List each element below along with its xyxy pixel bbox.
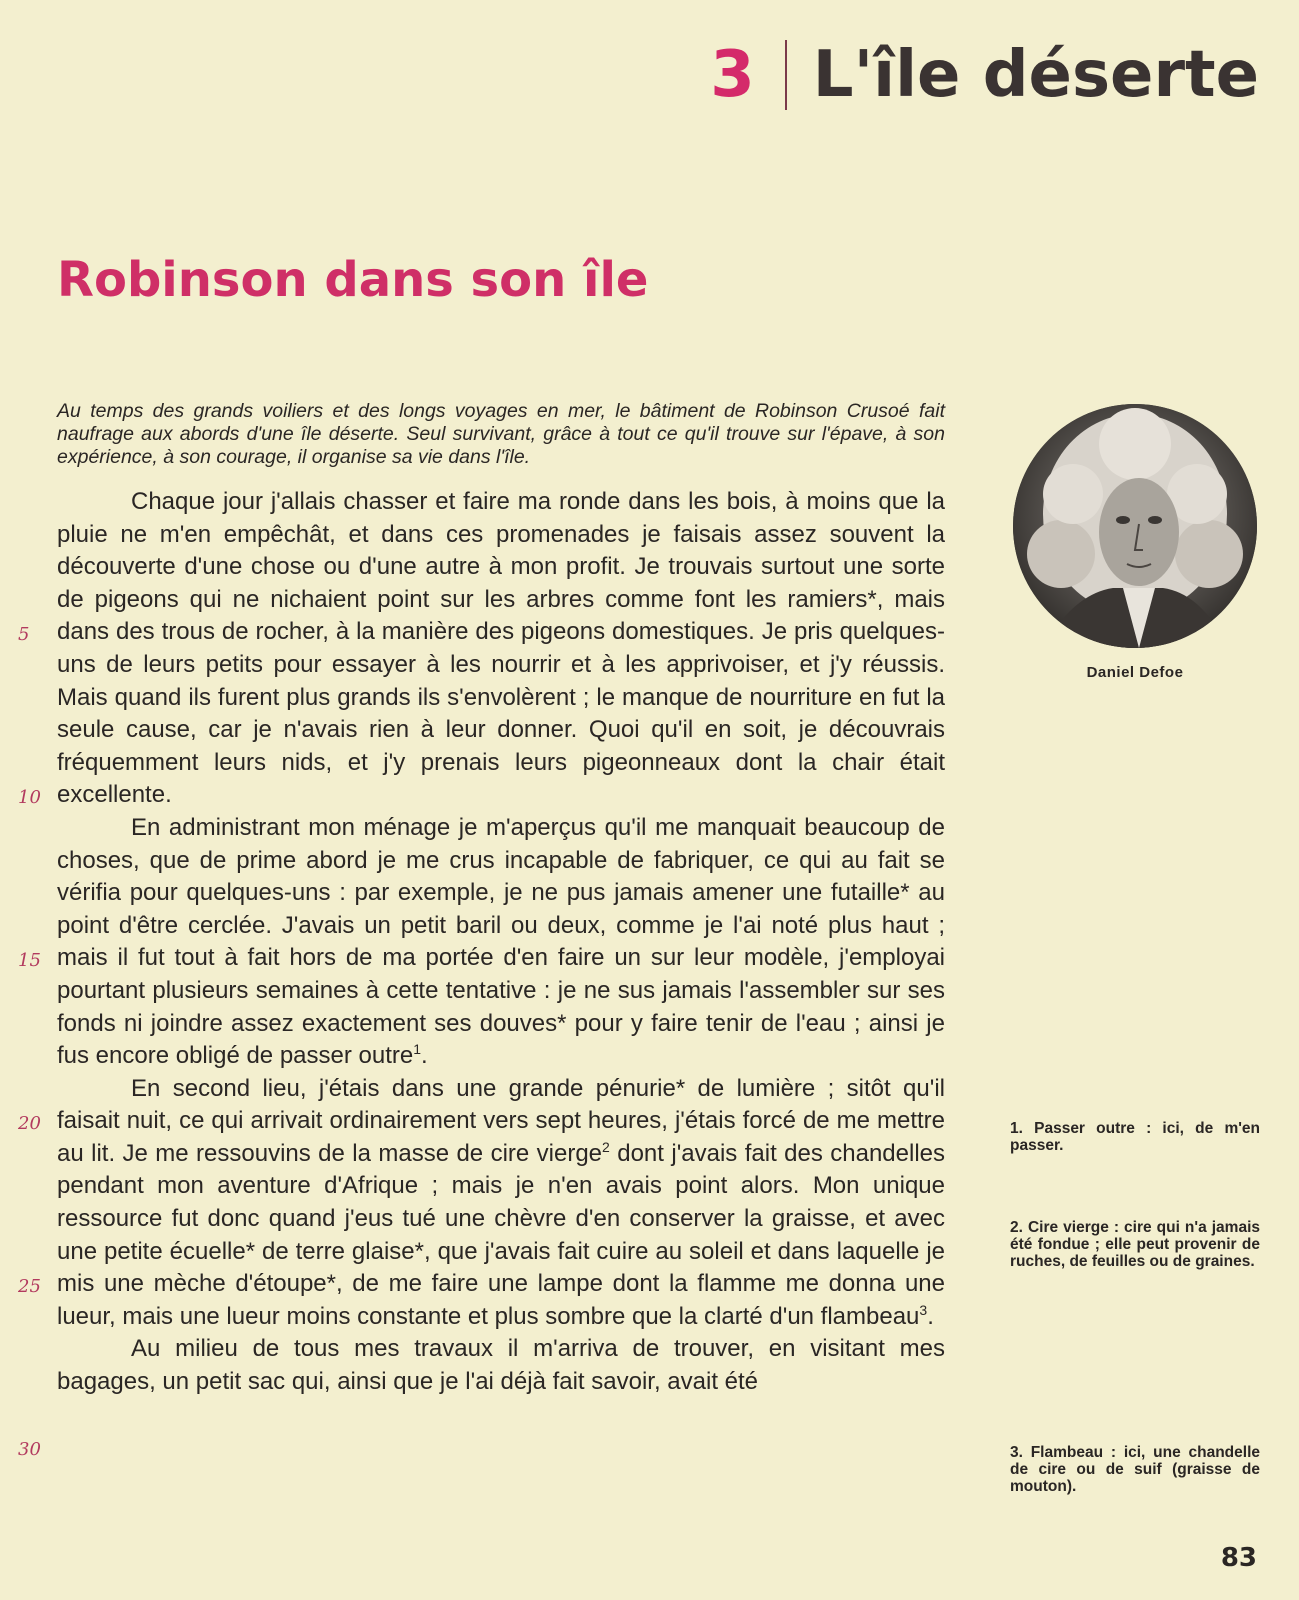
main-text <box>57 486 945 1399</box>
line-number-10: 10 <box>18 787 41 808</box>
paragraph-1-text: Chaque jour j'allais chasser et faire ma ronde dans les bois, à moins que la pluie ne m'en empêchât, et dans ces promenades je faisais assez souvent la découverte d'une chose ou d'une autre à mon profit. Je trouvais surtout une sorte de pigeons qui ne nichaient point sur les arbres comme font les ramiers*, mais dans des trous de rocher, à la manière des pigeons domestiques. Je pris quelques-uns de leurs petits pour essayer à les nourrir et à les apprivoiser, et j'y réussis. Mais quand ils furent plus grands ils s'envolèrent ; le manque de nourriture en fut la seule cause, car je n'avais rien à leur donner. Quoi qu'il en soit, je découvrais fréquemment leurs nids, et j'y prenais leurs pigeonneaux dont la chair était excellente. <box>57 488 945 809</box>
paragraph-2-end: . <box>421 1042 428 1070</box>
line-number-25: 25 <box>18 1276 41 1297</box>
footnote-1: 1. Passer outre : ici, de m'en passer. <box>1010 1120 1260 1154</box>
line-number-5: 5 <box>18 624 30 645</box>
note-ref-2: 2 <box>602 1138 610 1155</box>
paragraph-1 <box>57 486 945 812</box>
portrait-illustration <box>1013 404 1257 648</box>
chapter-number: 3 <box>710 38 755 112</box>
paragraph-3-text: En second lieu, j'étais dans une grande pénurie* de lumière ; sitôt qu'il faisait nuit, ce qui arrivait ordinairement vers sept heures, j'étais forcé de me mettre au lit. Je me ressouvins de la masse de cire vierge <box>57 1074 945 1167</box>
paragraph-3-end: . <box>927 1302 934 1330</box>
paragraph-4-text: Au milieu de tous mes travaux il m'arriva de trouver, en visitant mes bagages, un petit sac qui, ainsi que je l'ai déjà fait savoir, avait été <box>57 1335 945 1396</box>
line-number-20: 20 <box>18 1113 41 1134</box>
footnote-2: 2. Cire vierge : cire qui n'a jamais été fondue ; elle peut provenir de ruches, de feuilles ou de graines. <box>1010 1219 1260 1270</box>
paragraph-4 <box>57 1333 945 1398</box>
paragraph-3-text-b: dont j'avais fait des chandelles pendant mon aventure d'Afrique ; mais je n'en avais point alors. Mon unique ressource fut donc quand j'eus tué une chèvre d'en conserver la graisse, et avec une petite écuelle* de terre glaise*, que j'avais fait cuire au soleil et dans laquelle je mis une mèche d'étoupe*, de me faire une lampe dont la flamme me donna une lueur, mais une lueur moins constante et plus sombre que la clarté d'un flambeau <box>57 1139 946 1330</box>
footnote-3: 3. Flambeau : ici, une chandelle de cire ou de suif (graisse de mouton). <box>1010 1444 1260 1495</box>
line-number-15: 15 <box>18 950 41 971</box>
page-number: 83 <box>1220 1543 1257 1573</box>
paragraph-2 <box>57 812 945 1073</box>
note-ref-3: 3 <box>919 1301 928 1318</box>
chapter-header <box>710 40 1259 110</box>
intro-paragraph: Au temps des grands voiliers et des longs voyages en mer, le bâtiment de Robinson Crusoé fait naufrage aux abords d'une île déserte. Seul survivant, grâce à tout ce qu'il trouve sur l'épave, à son expérience, à son courage, il organise sa vie dans l'île. <box>57 400 945 468</box>
paragraph-2-text: En administrant mon ménage je m'aperçus qu'il me manquait beaucoup de choses, que de prime abord je me crus incapable de fabriquer, ce qui au fait se vérifia pour quelques-uns : par exemple, je ne pus jamais amener une futaille* au point d'être cerclée. J'avais un petit baril ou deux, comme je l'ai noté plus haut ; mais il fut tout à fait hors de ma portée d'en faire un sur leur modèle, j'employai pourtant plusieurs semaines à cette tentative : je ne sus jamais l'assembler sur ses fonds ni joindre assez exactement ses douves* pour y faire tenir de l'eau ; ainsi je fus encore obligé de passer outre <box>57 813 945 1070</box>
chapter-title: L'île déserte <box>812 38 1259 112</box>
note-ref-1: 1 <box>413 1041 422 1058</box>
paragraph-3 <box>57 1073 945 1334</box>
text-title: Robinson dans son île <box>57 252 649 308</box>
portrait-caption: Daniel Defoe <box>1086 664 1184 681</box>
line-number-30: 30 <box>18 1439 41 1460</box>
chapter-divider <box>785 40 787 110</box>
portrait-image <box>1013 404 1257 648</box>
